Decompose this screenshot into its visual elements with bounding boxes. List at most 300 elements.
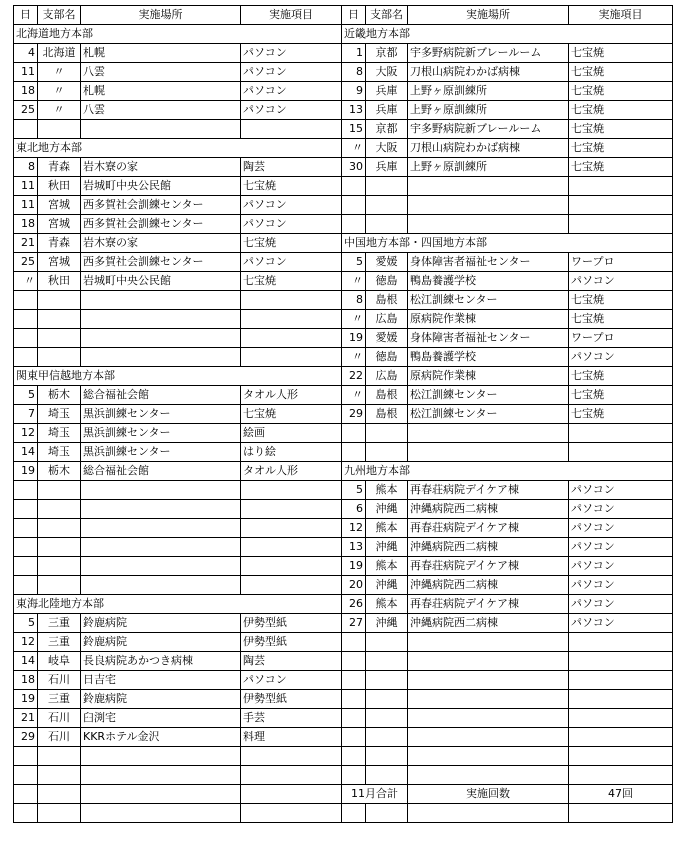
place-cell — [81, 804, 241, 823]
item-cell: タオル人形 — [241, 462, 342, 481]
item-cell: はり絵 — [241, 443, 342, 462]
branch-cell: 埼玉 — [38, 443, 81, 462]
item-cell: 陶芸 — [241, 158, 342, 177]
item-cell — [241, 310, 342, 329]
item-cell: 七宝焼 — [569, 120, 673, 139]
day-cell: 〃 — [342, 272, 366, 291]
count-value: 47回 — [569, 785, 673, 804]
branch-cell: 熊本 — [366, 481, 408, 500]
place-cell — [408, 215, 569, 234]
header-item: 実施項目 — [241, 6, 342, 25]
place-cell — [408, 177, 569, 196]
place-cell: 上野ヶ原訓練所 — [408, 82, 569, 101]
table-row — [14, 747, 673, 766]
place-cell: 鴨島養護学校 — [408, 272, 569, 291]
table-row — [14, 633, 673, 652]
place-cell — [81, 348, 241, 367]
place-cell: 鈴鹿病院 — [81, 614, 241, 633]
place-cell: 松江訓練センター — [408, 291, 569, 310]
day-cell: 30 — [342, 158, 366, 177]
day-cell: 8 — [342, 63, 366, 82]
day-cell — [342, 177, 366, 196]
branch-cell: 兵庫 — [366, 158, 408, 177]
table-row — [14, 424, 673, 443]
item-cell: パソコン — [569, 538, 673, 557]
item-cell: パソコン — [241, 44, 342, 63]
place-cell: 岩木寮の家 — [81, 234, 241, 253]
day-cell: 12 — [14, 424, 38, 443]
header-place: 実施場所 — [408, 6, 569, 25]
day-cell: 〃 — [342, 348, 366, 367]
place-cell — [81, 538, 241, 557]
place-cell: 松江訓練センター — [408, 405, 569, 424]
section-heading: 近畿地方本部 — [342, 25, 673, 44]
item-cell — [241, 291, 342, 310]
place-cell: 岩木寮の家 — [81, 158, 241, 177]
place-cell: 岩城町中央公民館 — [81, 177, 241, 196]
item-cell — [569, 196, 673, 215]
branch-cell: 京都 — [366, 44, 408, 63]
place-cell: 鈴鹿病院 — [81, 690, 241, 709]
place-cell: 八雲 — [81, 101, 241, 120]
item-cell: パソコン — [569, 500, 673, 519]
day-cell — [342, 709, 366, 728]
day-cell — [342, 804, 366, 823]
place-cell — [81, 785, 241, 804]
place-cell — [408, 671, 569, 690]
item-cell: 七宝焼 — [569, 405, 673, 424]
day-cell — [14, 747, 38, 766]
item-cell — [569, 690, 673, 709]
table-row — [14, 101, 673, 120]
place-cell: 札幌 — [81, 82, 241, 101]
table-row — [14, 785, 673, 804]
branch-cell — [38, 481, 81, 500]
place-cell — [408, 196, 569, 215]
branch-cell: 兵庫 — [366, 101, 408, 120]
item-cell: タオル人形 — [241, 386, 342, 405]
day-cell: 25 — [14, 253, 38, 272]
branch-cell: 三重 — [38, 614, 81, 633]
item-cell — [569, 747, 673, 766]
table-row — [14, 690, 673, 709]
table-row — [14, 367, 673, 386]
table-row — [14, 234, 673, 253]
branch-cell: 沖縄 — [366, 538, 408, 557]
place-cell: 沖縄病院西二病棟 — [408, 614, 569, 633]
place-cell — [81, 500, 241, 519]
day-cell: 27 — [342, 614, 366, 633]
day-cell — [342, 747, 366, 766]
place-cell: 身体障害者福祉センター — [408, 253, 569, 272]
item-cell: パソコン — [241, 671, 342, 690]
table-row — [14, 728, 673, 747]
branch-cell: 青森 — [38, 234, 81, 253]
branch-cell: 青森 — [38, 158, 81, 177]
place-cell: 八雲 — [81, 63, 241, 82]
day-cell — [342, 766, 366, 785]
item-cell: パソコン — [569, 519, 673, 538]
branch-cell: 秋田 — [38, 272, 81, 291]
day-cell: 5 — [14, 614, 38, 633]
day-cell: 5 — [342, 481, 366, 500]
place-cell: 再春荘病院デイケア棟 — [408, 481, 569, 500]
schedule-table — [13, 5, 673, 823]
day-cell — [14, 120, 38, 139]
day-cell: 22 — [342, 367, 366, 386]
day-cell: 21 — [14, 234, 38, 253]
place-cell: 西多賀社会訓練センター — [81, 196, 241, 215]
header-day: 日 — [342, 6, 366, 25]
day-cell — [342, 652, 366, 671]
branch-cell: 〃 — [38, 63, 81, 82]
table-row — [14, 671, 673, 690]
table-row — [14, 310, 673, 329]
header-branch: 支部名 — [38, 6, 81, 25]
branch-cell: 愛媛 — [366, 329, 408, 348]
header-day: 日 — [14, 6, 38, 25]
day-cell: 15 — [342, 120, 366, 139]
item-cell — [241, 766, 342, 785]
place-cell: 鈴鹿病院 — [81, 633, 241, 652]
day-cell: 18 — [14, 215, 38, 234]
branch-cell — [366, 443, 408, 462]
branch-cell: 沖縄 — [366, 500, 408, 519]
day-cell: 19 — [342, 329, 366, 348]
day-cell — [14, 291, 38, 310]
item-cell: 伊勢型紙 — [241, 690, 342, 709]
branch-cell: 熊本 — [366, 595, 408, 614]
place-cell — [408, 633, 569, 652]
branch-cell — [366, 671, 408, 690]
branch-cell: 沖縄 — [366, 576, 408, 595]
item-cell — [241, 348, 342, 367]
place-cell — [408, 728, 569, 747]
day-cell — [14, 538, 38, 557]
table-row — [14, 595, 673, 614]
day-cell — [14, 481, 38, 500]
item-cell — [241, 519, 342, 538]
branch-cell — [38, 766, 81, 785]
branch-cell — [38, 519, 81, 538]
item-cell — [241, 747, 342, 766]
branch-cell: 栃木 — [38, 386, 81, 405]
item-cell: 七宝焼 — [569, 310, 673, 329]
item-cell — [569, 652, 673, 671]
item-cell — [241, 785, 342, 804]
item-cell: 七宝焼 — [241, 405, 342, 424]
day-cell: 14 — [14, 652, 38, 671]
item-cell — [241, 538, 342, 557]
place-cell — [408, 690, 569, 709]
item-cell: パソコン — [569, 576, 673, 595]
day-cell — [14, 519, 38, 538]
item-cell: パソコン — [569, 595, 673, 614]
table-row — [14, 538, 673, 557]
place-cell: 岩城町中央公民館 — [81, 272, 241, 291]
branch-cell — [38, 310, 81, 329]
branch-cell: 秋田 — [38, 177, 81, 196]
place-cell — [81, 747, 241, 766]
item-cell — [241, 804, 342, 823]
item-cell — [569, 443, 673, 462]
day-cell: 13 — [342, 101, 366, 120]
place-cell — [81, 766, 241, 785]
branch-cell — [366, 728, 408, 747]
day-cell: 19 — [342, 557, 366, 576]
day-cell: 〃 — [342, 310, 366, 329]
branch-cell: 兵庫 — [366, 82, 408, 101]
item-cell — [569, 728, 673, 747]
place-cell: 原病院作業棟 — [408, 310, 569, 329]
day-cell — [342, 633, 366, 652]
day-cell: 8 — [342, 291, 366, 310]
day-cell: 19 — [14, 690, 38, 709]
table-row — [14, 386, 673, 405]
branch-cell: 〃 — [38, 82, 81, 101]
branch-cell: 宮城 — [38, 253, 81, 272]
table-row — [14, 614, 673, 633]
place-cell: 沖縄病院西二病棟 — [408, 500, 569, 519]
place-cell: 札幌 — [81, 44, 241, 63]
branch-cell: 〃 — [38, 101, 81, 120]
place-cell: 日吉宅 — [81, 671, 241, 690]
header-place: 実施場所 — [81, 6, 241, 25]
item-cell: 陶芸 — [241, 652, 342, 671]
day-cell: 29 — [14, 728, 38, 747]
table-row — [14, 500, 673, 519]
day-cell — [342, 728, 366, 747]
item-cell — [569, 215, 673, 234]
branch-cell: 熊本 — [366, 519, 408, 538]
item-cell — [569, 424, 673, 443]
place-cell: 再春荘病院デイケア棟 — [408, 519, 569, 538]
branch-cell — [38, 785, 81, 804]
branch-cell: 京都 — [366, 120, 408, 139]
day-cell — [14, 557, 38, 576]
branch-cell — [366, 747, 408, 766]
day-cell: 5 — [342, 253, 366, 272]
table-row — [14, 253, 673, 272]
place-cell: 身体障害者福祉センター — [408, 329, 569, 348]
day-cell: 1 — [342, 44, 366, 63]
place-cell: 刀根山病院わかば病棟 — [408, 63, 569, 82]
item-cell — [569, 633, 673, 652]
day-cell — [342, 690, 366, 709]
table-row — [14, 804, 673, 823]
branch-cell: 北海道 — [38, 44, 81, 63]
branch-cell: 宮城 — [38, 215, 81, 234]
day-cell — [14, 310, 38, 329]
day-cell: 5 — [14, 386, 38, 405]
place-cell — [408, 709, 569, 728]
item-cell: 七宝焼 — [241, 234, 342, 253]
branch-cell: 徳島 — [366, 348, 408, 367]
table-row — [14, 652, 673, 671]
total-label: 11月合計 — [342, 785, 408, 804]
item-cell: 七宝焼 — [569, 291, 673, 310]
item-cell: パソコン — [241, 196, 342, 215]
item-cell: パソコン — [241, 253, 342, 272]
place-cell: 原病院作業棟 — [408, 367, 569, 386]
table-row — [14, 120, 673, 139]
item-cell: 七宝焼 — [569, 139, 673, 158]
day-cell: 13 — [342, 538, 366, 557]
day-cell — [342, 671, 366, 690]
item-cell: パソコン — [241, 215, 342, 234]
item-cell — [569, 804, 673, 823]
branch-cell — [38, 576, 81, 595]
place-cell: 松江訓練センター — [408, 386, 569, 405]
header-item: 実施項目 — [569, 6, 673, 25]
branch-cell: 石川 — [38, 671, 81, 690]
place-cell: 再春荘病院デイケア棟 — [408, 595, 569, 614]
day-cell: 7 — [14, 405, 38, 424]
branch-cell: 大阪 — [366, 63, 408, 82]
day-cell: 26 — [342, 595, 366, 614]
item-cell: 七宝焼 — [569, 63, 673, 82]
branch-cell: 栃木 — [38, 462, 81, 481]
item-cell: パソコン — [569, 272, 673, 291]
day-cell: 12 — [342, 519, 366, 538]
branch-cell: 石川 — [38, 728, 81, 747]
branch-cell: 島根 — [366, 291, 408, 310]
branch-cell — [366, 215, 408, 234]
branch-cell — [366, 690, 408, 709]
item-cell: 七宝焼 — [569, 82, 673, 101]
day-cell — [14, 766, 38, 785]
day-cell: 25 — [14, 101, 38, 120]
branch-cell: 徳島 — [366, 272, 408, 291]
branch-cell — [366, 633, 408, 652]
branch-cell: 大阪 — [366, 139, 408, 158]
item-cell: 伊勢型紙 — [241, 614, 342, 633]
branch-cell: 三重 — [38, 633, 81, 652]
table-row — [14, 215, 673, 234]
table-row — [14, 44, 673, 63]
table-row — [14, 82, 673, 101]
place-cell: 総合福祉会館 — [81, 462, 241, 481]
header-branch: 支部名 — [366, 6, 408, 25]
day-cell — [342, 443, 366, 462]
place-cell: 西多賀社会訓練センター — [81, 215, 241, 234]
item-cell: パソコン — [569, 557, 673, 576]
item-cell: 七宝焼 — [569, 367, 673, 386]
branch-cell: 島根 — [366, 405, 408, 424]
item-cell: 七宝焼 — [241, 272, 342, 291]
item-cell — [241, 557, 342, 576]
table-row — [14, 766, 673, 785]
item-cell — [569, 177, 673, 196]
branch-cell — [366, 196, 408, 215]
table-row — [14, 462, 673, 481]
item-cell — [241, 576, 342, 595]
section-heading: 東北地方本部 — [14, 139, 342, 158]
branch-cell — [366, 424, 408, 443]
branch-cell — [38, 557, 81, 576]
day-cell — [14, 348, 38, 367]
day-cell: 21 — [14, 709, 38, 728]
place-cell: 刀根山病院わかば病棟 — [408, 139, 569, 158]
item-cell: 七宝焼 — [569, 158, 673, 177]
branch-cell: 石川 — [38, 709, 81, 728]
item-cell — [569, 709, 673, 728]
item-cell: 七宝焼 — [569, 101, 673, 120]
place-cell: 上野ヶ原訓練所 — [408, 101, 569, 120]
branch-cell — [366, 652, 408, 671]
place-cell — [81, 310, 241, 329]
table-row — [14, 348, 673, 367]
table-row — [14, 443, 673, 462]
day-cell — [342, 196, 366, 215]
branch-cell: 埼玉 — [38, 405, 81, 424]
place-cell — [81, 120, 241, 139]
table-row — [14, 25, 673, 44]
day-cell: 〃 — [342, 139, 366, 158]
day-cell — [14, 804, 38, 823]
day-cell — [14, 329, 38, 348]
place-cell: 沖縄病院西二病棟 — [408, 576, 569, 595]
place-cell: 黒浜訓練センター — [81, 405, 241, 424]
place-cell: 黒浜訓練センター — [81, 443, 241, 462]
place-cell — [81, 576, 241, 595]
place-cell — [408, 443, 569, 462]
section-heading: 北海道地方本部 — [14, 25, 342, 44]
place-cell — [81, 291, 241, 310]
place-cell: 西多賀社会訓練センター — [81, 253, 241, 272]
place-cell: 宇多野病院新ブレールーム — [408, 120, 569, 139]
section-heading: 九州地方本部 — [342, 462, 673, 481]
item-cell: ワープロ — [569, 253, 673, 272]
place-cell: 臼渕宅 — [81, 709, 241, 728]
branch-cell — [366, 709, 408, 728]
table-row — [14, 709, 673, 728]
branch-cell — [38, 500, 81, 519]
item-cell: パソコン — [241, 101, 342, 120]
table-row — [14, 177, 673, 196]
branch-cell: 宮城 — [38, 196, 81, 215]
branch-cell — [38, 804, 81, 823]
branch-cell — [38, 120, 81, 139]
day-cell — [342, 215, 366, 234]
table-row — [14, 291, 673, 310]
day-cell: 12 — [14, 633, 38, 652]
item-cell: 七宝焼 — [569, 44, 673, 63]
place-cell: 宇多野病院新ブレールーム — [408, 44, 569, 63]
place-cell — [81, 481, 241, 500]
branch-cell — [38, 291, 81, 310]
count-label: 実施回数 — [408, 785, 569, 804]
item-cell — [241, 481, 342, 500]
day-cell: 19 — [14, 462, 38, 481]
day-cell — [14, 576, 38, 595]
branch-cell: 愛媛 — [366, 253, 408, 272]
branch-cell — [366, 766, 408, 785]
place-cell: 沖縄病院西二病棟 — [408, 538, 569, 557]
item-cell: パソコン — [569, 481, 673, 500]
table-row — [14, 196, 673, 215]
place-cell — [408, 766, 569, 785]
table-row — [14, 63, 673, 82]
branch-cell — [38, 329, 81, 348]
day-cell: 14 — [14, 443, 38, 462]
day-cell: 〃 — [14, 272, 38, 291]
day-cell: 8 — [14, 158, 38, 177]
branch-cell — [38, 348, 81, 367]
item-cell: パソコン — [569, 348, 673, 367]
place-cell: 黒浜訓練センター — [81, 424, 241, 443]
item-cell — [569, 671, 673, 690]
